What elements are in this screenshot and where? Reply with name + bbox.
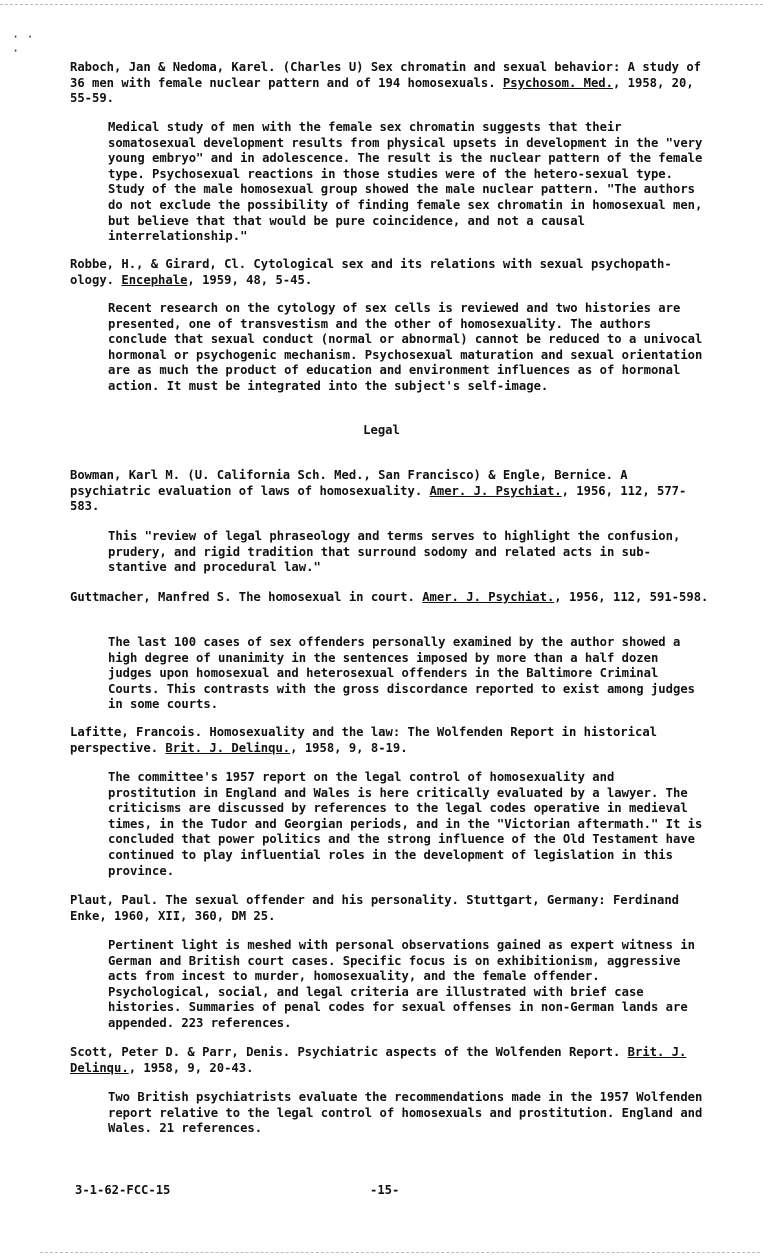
citation-text: Lafitte, Francois. Homosexuality and the law: The Wolfenden Report in historical perspective. [70,725,657,755]
journal-title: Encephale [121,272,188,287]
citation-text: Bowman, Karl M. (U. California Sch. Med., San Francisco) & Engle, Bernice. A psychiatric evaluation of laws of homosexuality. [70,468,628,498]
citation-tail: , 1956, 112, 577-583. [70,483,687,514]
journal-title: Amer. J. Psychiat. [429,483,562,498]
citation-scott [70,1045,710,1076]
journal-title: Brit. J. Delinqu. [165,740,291,755]
top-scan-edge [0,4,763,5]
section-heading-legal: Legal [363,423,400,437]
bottom-scan-edge [40,1252,760,1253]
abstract-scott: Two British psychiatrists evaluate the recommendations made in the 1957 Wolfenden report relative to the legal control of homosexuals and prostitution. England and Wales. 21 references. [108,1090,703,1136]
abstract-lafitte: The committee's 1957 report on the legal control of homosexuality and prostitution in England and Wales is here critically evaluated by a lawyer. The criticisms are discussed by references to the legal codes operative in medieval times, in the Tudor and Georgian periods, and in the "Victorian aftermath." It is concluded that power politics and the strong influence of the Old Testament have continued to play influential roles in the development of legislation in this province. [108,770,703,878]
citation-raboch [70,60,710,107]
page-number: -15- [370,1183,400,1197]
citation-text: Robbe, H., & Girard, Cl. Cytological sex and its relations with sexual psychopath-ology. [70,257,672,287]
abstract-plaut: Pertinent light is meshed with personal observations gained as expert witness in German and British court cases. Specific focus is on exhibitionism, aggressive acts from incest to murder, homosexuality, and the female offender. Psychological, social, and legal criteria are illustrated with brief case histories. Summaries of penal codes for sexual offenses in non-German lands are appended. 223 references. [108,938,695,1030]
scan-specks: · · · [12,30,34,58]
citation-tail: , 1958, 20, 55-59. [70,75,694,106]
journal-title: Brit. J. Delinqu. [70,1045,687,1075]
citation-text: Scott, Peter D. & Parr, Denis. Psychiatric aspects of the Wolfenden Report. [70,1045,628,1059]
citation-guttmacher [70,590,710,606]
citation-bowman [70,468,710,515]
abstract-guttmacher: The last 100 cases of sex offenders personally examined by the author showed a high degree of unanimity in the sentences imposed by more than a half dozen judges upon homosexual and heterosexual offenders in the Baltimore Criminal Courts. This contrasts with the gross discordance reported to exist among judges in some courts. [108,635,695,712]
citation-text: Raboch, Jan & Nedoma, Karel. (Charles U) Sex chromatin and sexual behavior: A study of 36 men with female nuclear pattern and of 194 homosexuals. [70,60,702,90]
journal-title: Psychosom. Med. [502,75,613,90]
citation-tail: , 1958, 9, 8-19. [290,740,408,755]
citation-robbe [70,257,710,288]
citation-lafitte [70,725,710,756]
citation-tail: , 1956, 112, 591-598. [554,590,709,604]
abstract-bowman: This "review of legal phraseology and terms serves to highlight the confusion, prudery, and rigid tradition that surround sodomy and related acts in sub-stantive and procedural law." [108,529,681,575]
abstract-raboch: Medical study of men with the female sex chromatin suggests that their somatosexual development results from physical upsets in development in the "very young embryo" and in adolescence. The result is the nuclear pattern of the female type. Psychosexual reactions in those studies were of the hetero-sexual type. Study of the male homosexual group showed the male nuclear pattern. "The authors do not exclude the possibility of finding female sex chromatin in homosexual men, but believe that that would be pure coincidence, and not a causal interrelationship." [108,120,703,244]
citation-tail: , 1959, 48, 5-45. [187,272,313,287]
citation-plaut [70,893,710,924]
citation-text: Guttmacher, Manfred S. The homosexual in court. [70,590,423,604]
abstract-robbe: Recent research on the cytology of sex cells is reviewed and two histories are presented, one of transvestism and the other of homosexuality. The authors conclude that sexual conduct (normal or abnormal) cannot be reduced to a univocal hormonal or psychogenic mechanism. Psychosexual maturation and sexual orientation are as much the product of education and environment influences as of hormonal action. It must be integrated into the subject's self-image. [108,301,703,393]
citation-text: Plaut, Paul. The sexual offender and his personality. Stuttgart, Germany: Ferdinand Enke, 1960, XII, 360, DM 25. [70,893,680,923]
document-code: 3-1-62-FCC-15 [75,1183,171,1197]
citation-tail: , 1958, 9, 20-43. [128,1060,254,1075]
journal-title: Amer. J. Psychiat. [422,590,555,604]
